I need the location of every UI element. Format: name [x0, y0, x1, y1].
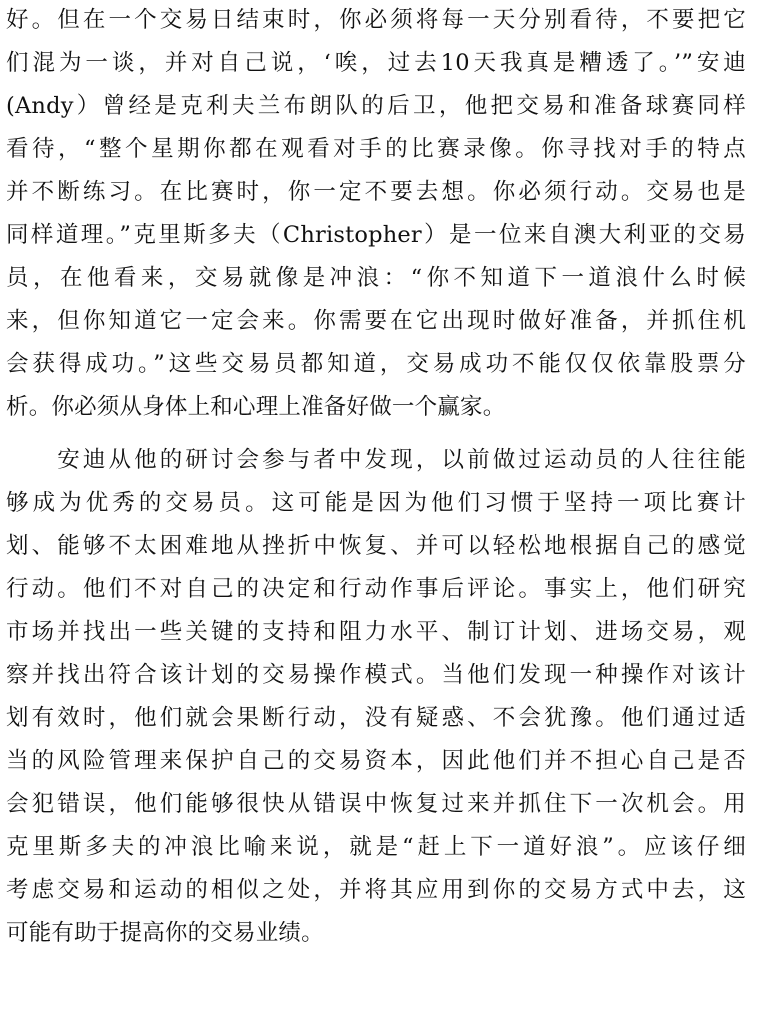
text-line-3: (Andy）曾经是克利夫兰布朗队的后卫，他把交易和准备球赛同样: [6, 93, 746, 119]
text-line-7: 员，在他看来，交易就像是冲浪：“你不知道下一道浪什么时候: [6, 265, 746, 291]
text-line-12: 够成为优秀的交易员。这可能是因为他们习惯于坚持一项比赛计: [6, 490, 746, 516]
text-line-20: 克里斯多夫的冲浪比喻来说，就是“赶上下一道好浪”。应该仔细: [6, 834, 746, 860]
text-line-22: 可能有助于提高你的交易业绩。: [6, 920, 324, 946]
text-line-15: 市场并找出一些关键的支持和阻力水平、制订计划、进场交易，观: [6, 619, 746, 645]
text-line-2: 们混为一谈，并对自己说，‘唉，过去10天我真是糟透了。’”安迪: [6, 50, 746, 76]
text-line-8: 来，但你知道它一定会来。你需要在它出现时做好准备，并抓住机: [6, 308, 746, 334]
text-line-14: 行动。他们不对自己的决定和行动作事后评论。事实上，他们研究: [6, 576, 746, 602]
text-line-4: 看待，“整个星期你都在观看对手的比赛录像。你寻找对手的特点: [6, 136, 746, 162]
text-line-5: 并不断练习。在比赛时，你一定不要去想。你必须行动。交易也是: [6, 179, 746, 205]
text-line-21: 考虑交易和运动的相似之处，并将其应用到你的交易方式中去，这: [6, 877, 746, 903]
text-line-18: 当的风险管理来保护自己的交易资本，因此他们并不担心自己是否: [6, 748, 746, 774]
text-line-6: 同样道理。”克里斯多夫（Christopher）是一位来自澳大利亚的交易: [6, 222, 746, 248]
text-line-9: 会获得成功。”这些交易员都知道，交易成功不能仅仅依靠股票分: [6, 351, 746, 377]
text-line-13: 划、能够不太困难地从挫折中恢复、并可以轻松地根据自己的感觉: [6, 533, 746, 559]
text-line-10: 析。你必须从身体上和心理上准备好做一个赢家。: [6, 394, 506, 420]
text-line-16: 察并找出符合该计划的交易操作模式。当他们发现一种操作对该计: [6, 662, 746, 688]
text-line-17: 划有效时，他们就会果断行动，没有疑惑、不会犹豫。他们通过适: [6, 705, 746, 731]
text-line-1: 好。但在一个交易日结束时，你必须将每一天分别看待，不要把它: [6, 7, 746, 33]
text-line-11: 安迪从他的研讨会参与者中发现，以前做过运动员的人往往能: [6, 447, 746, 473]
text-line-19: 会犯错误，他们能够很快从错误中恢复过来并抓住下一次机会。用: [6, 791, 746, 817]
